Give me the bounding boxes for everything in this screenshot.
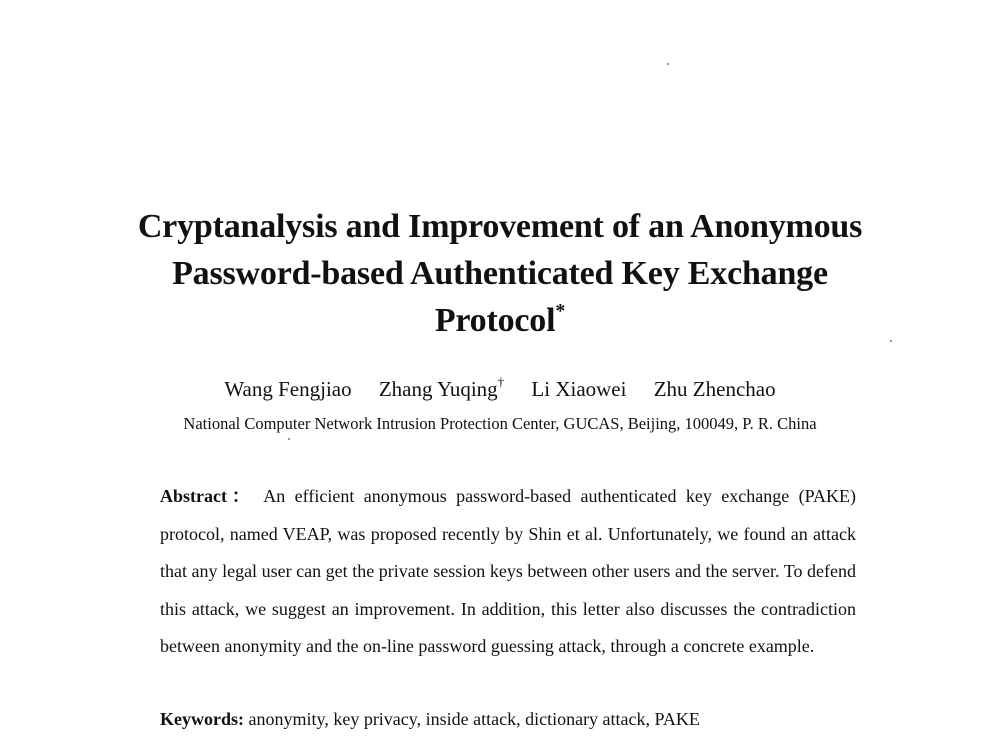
author-name: Wang Fengjiao <box>224 377 352 401</box>
abstract-text: An efficient anonymous password-based authenticated key exchange (PAKE) protocol, named VEAP, was proposed recently by Shin et al. Unfortunately, we found an attack that any legal user can get the private session keys between other users and the server. To defend this attack, we suggest an improvement. In addition, this letter also discusses the contradiction between anonymity and the on-line password guessing attack, through a concrete example. <box>160 486 857 656</box>
scan-speck <box>288 438 290 440</box>
scan-speck <box>890 340 892 342</box>
title-line-1: Cryptanalysis and Improvement of an Anonymous <box>137 208 863 245</box>
keywords <box>160 705 856 733</box>
author-name: Li Xiaowei <box>531 377 627 401</box>
author-2 <box>378 374 505 401</box>
author-name: Zhang Yuqing <box>378 377 498 401</box>
author-1 <box>224 377 351 401</box>
author-name: Zhu Zhenchao <box>653 377 776 401</box>
author-3 <box>531 377 626 401</box>
keywords-label: Keywords: <box>160 709 244 729</box>
title-line-3-text: Protocol <box>434 302 556 339</box>
title-footnote-mark: * <box>555 300 566 322</box>
author-list <box>0 375 1000 403</box>
paper-title <box>0 203 1000 344</box>
title-line-3 <box>0 297 1000 344</box>
keywords-text: anonymity, key privacy, inside attack, dictionary attack, PAKE <box>248 709 700 729</box>
title-line-2: Password-based Authenticated Key Exchange <box>172 255 828 292</box>
abstract <box>160 478 856 666</box>
author-footnote-mark: † <box>497 374 505 389</box>
affiliation: National Computer Network Intrusion Protection Center, GUCAS, Beijing, 100049, P. R. China <box>183 414 817 433</box>
scan-speck <box>667 63 669 65</box>
author-4 <box>654 377 776 401</box>
abstract-label: Abstract： <box>160 486 255 506</box>
